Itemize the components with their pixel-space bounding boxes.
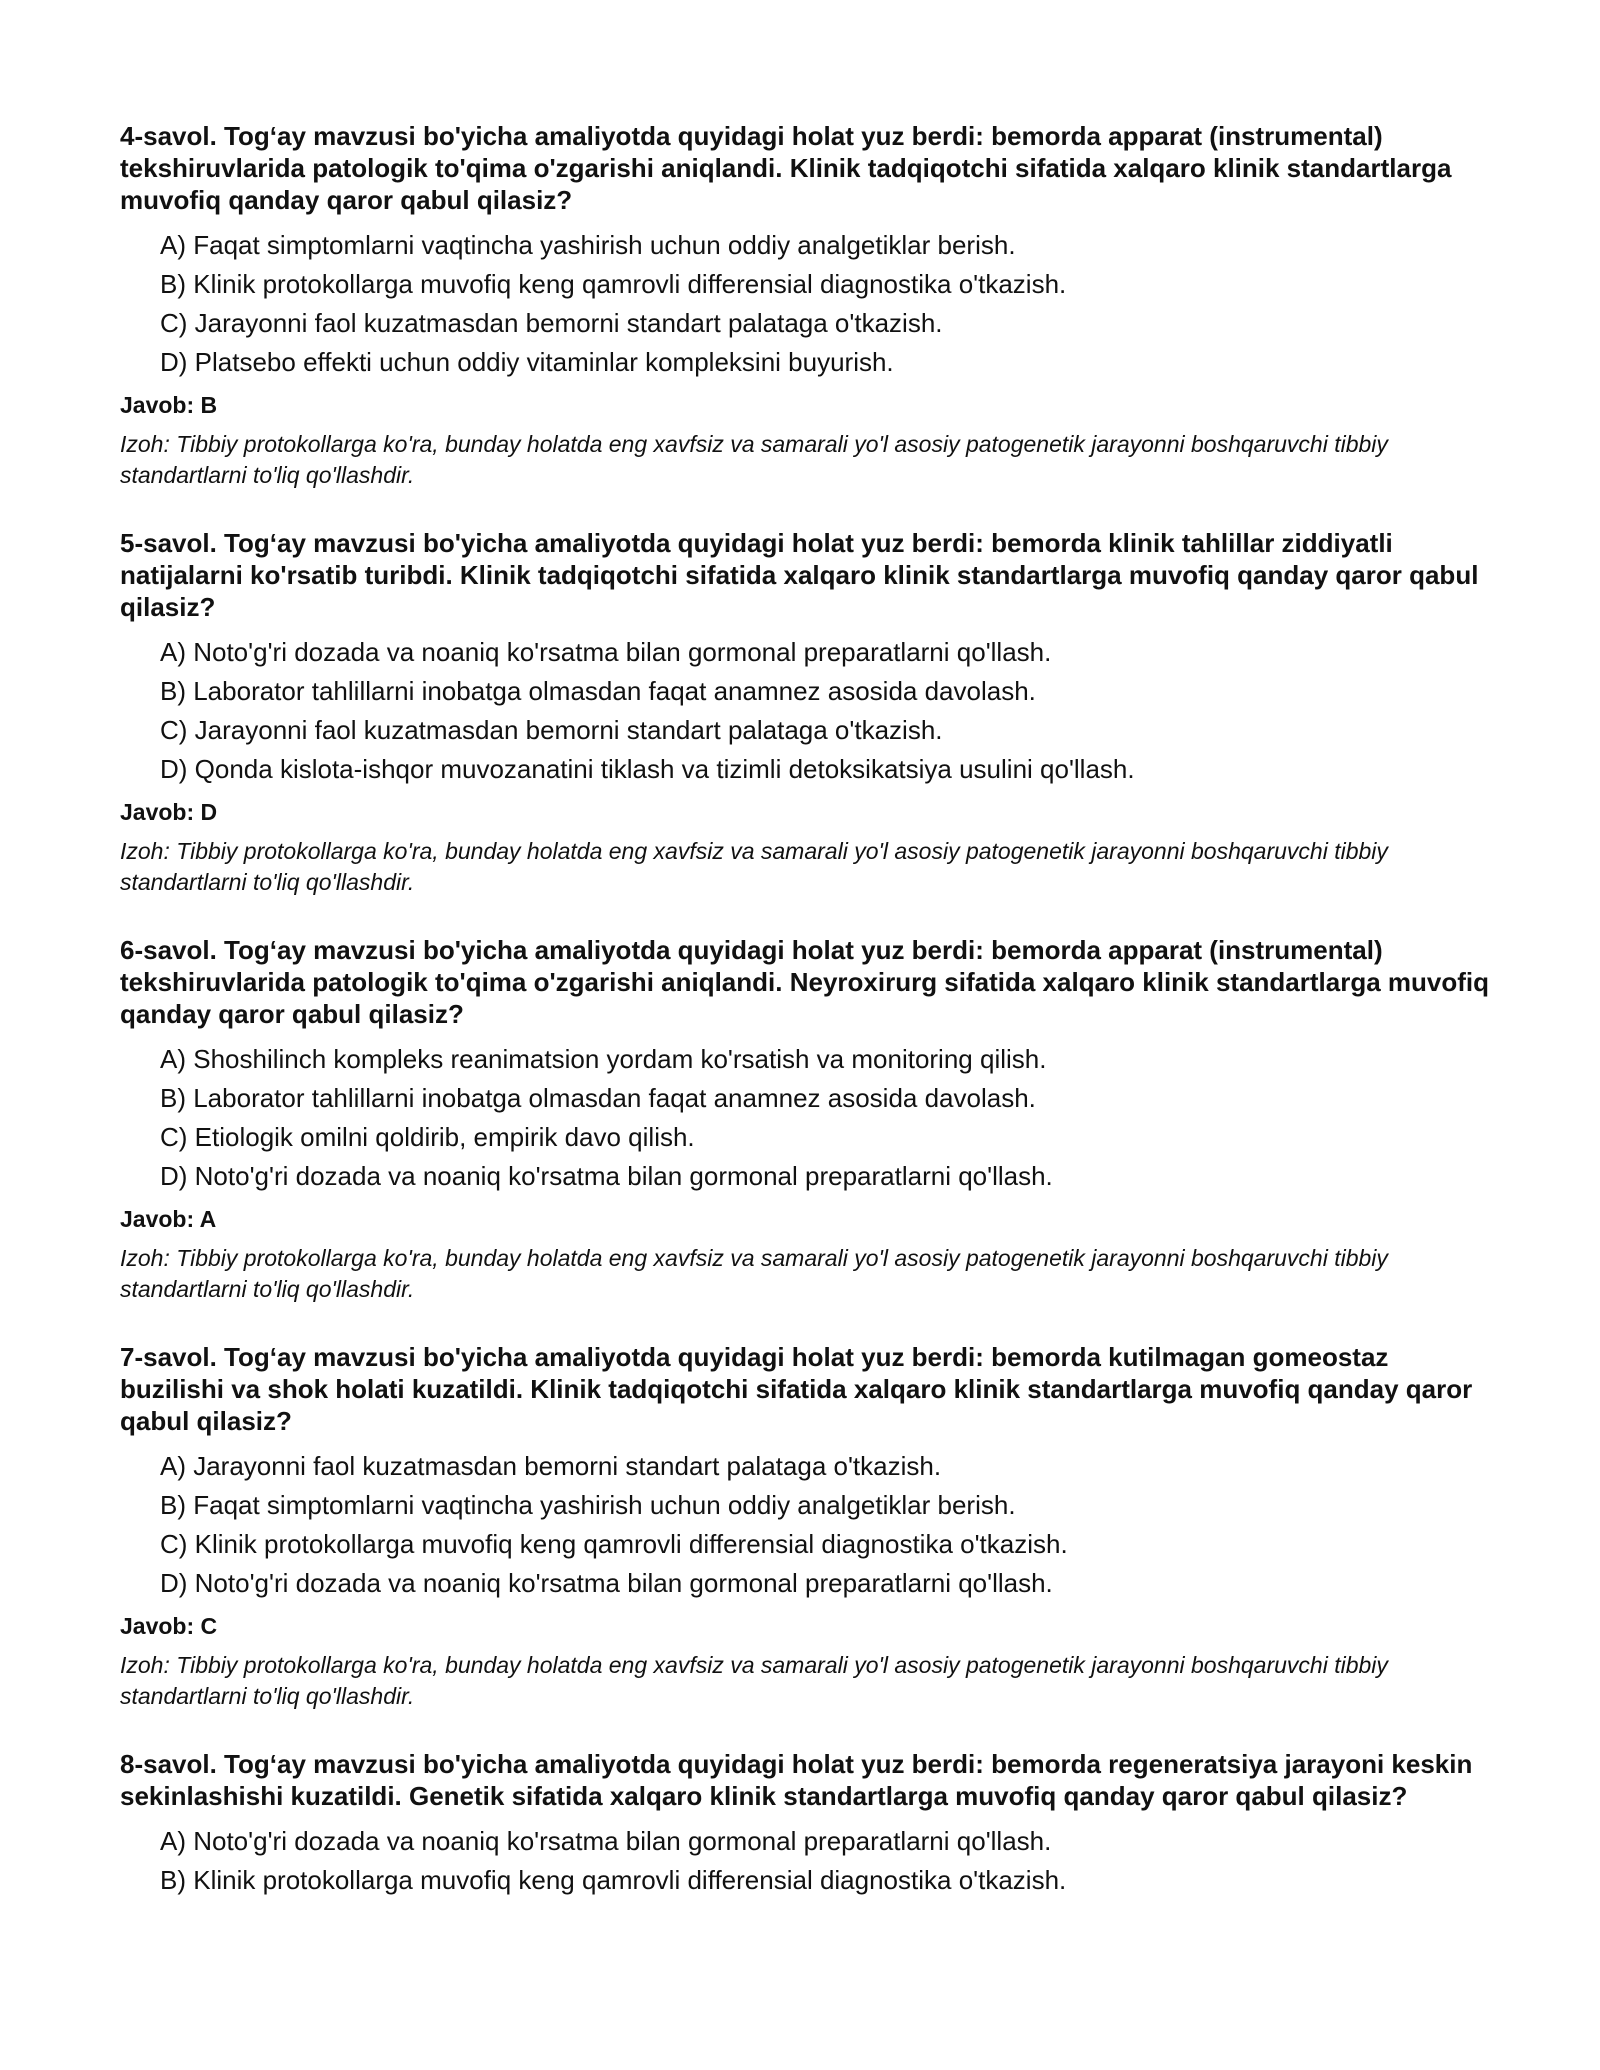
explanation-note: Izoh: Tibbiy protokollarga ko'ra, bunday holatda eng xavfsiz va samarali yo'l asosiy patogenetik jarayonni boshqaruvchi tibbiy standartlarni to'liq qo'llashdir. xyxy=(120,838,1388,895)
answer-label: Javob: A xyxy=(120,1206,217,1232)
option-c: C) Klinik protokollarga muvofiq keng qamrovli differensial diagnostika o'tkazish. xyxy=(160,1529,1068,1559)
option-d: D) Noto'g'ri dozada va noaniq ko'rsatma bilan gormonal preparatlarni qo'llash. xyxy=(160,1161,1053,1191)
question-title: 7-savol. Tog‘ay mavzusi bo'yicha amaliyotda quyidagi holat yuz berdi: bemorda kutilmagan gomeostaz buzilishi va shok holati kuzatildi. Klinik tadqiqotchi sifatida xalqaro klinik standartlarga muvofiq qanday qaror qabul qilasiz? xyxy=(120,1342,1473,1436)
options-list xyxy=(120,1826,1490,1895)
option-b: B) Laborator tahlillarni inobatga olmasdan faqat anamnez asosida davolash. xyxy=(160,1083,1036,1113)
option-d: D) Qonda kislota-ishqor muvozanatini tiklash va tizimli detoksikatsiya usulini qo'llash. xyxy=(160,754,1135,784)
question-8 xyxy=(120,1748,1490,1895)
option-a: A) Shoshilinch kompleks reanimatsion yordam ko'rsatish va monitoring qilish. xyxy=(160,1044,1047,1074)
option-a: A) Faqat simptomlarni vaqtincha yashirish uchun oddiy analgetiklar berish. xyxy=(160,230,1016,260)
answer-label: Javob: D xyxy=(120,799,218,825)
answer-label: Javob: C xyxy=(120,1613,218,1639)
question-title: 8-savol. Tog‘ay mavzusi bo'yicha amaliyotda quyidagi holat yuz berdi: bemorda regeneratsiya jarayoni keskin sekinlashishi kuzatildi. Genetik sifatida xalqaro klinik standartlarga muvofiq qanday qaror qabul qilasiz? xyxy=(120,1749,1473,1811)
options-list xyxy=(120,1044,1490,1191)
options-list xyxy=(120,637,1490,784)
options-list xyxy=(120,230,1490,377)
question-5 xyxy=(120,527,1490,898)
option-b: B) Laborator tahlillarni inobatga olmasdan faqat anamnez asosida davolash. xyxy=(160,676,1036,706)
option-c: C) Jarayonni faol kuzatmasdan bemorni standart palataga o'tkazish. xyxy=(160,715,943,745)
question-title: 4-savol. Tog‘ay mavzusi bo'yicha amaliyotda quyidagi holat yuz berdi: bemorda apparat (instrumental) tekshiruvlarida patologik to'qima o'zgarishi aniqlandi. Klinik tadqiqotchi sifatida xalqaro klinik standartlarga muvofiq qanday qaror qabul qilasiz? xyxy=(120,121,1452,215)
document-page xyxy=(120,120,1490,1931)
option-d: D) Platsebo effekti uchun oddiy vitaminlar kompleksini buyurish. xyxy=(160,347,894,377)
question-title: 5-savol. Tog‘ay mavzusi bo'yicha amaliyotda quyidagi holat yuz berdi: bemorda klinik tahlillar ziddiyatli natijalarni ko'rsatib turibdi. Klinik tadqiqotchi sifatida xalqaro klinik standartlarga muvofiq qanday qaror qabul qilasiz? xyxy=(120,528,1479,622)
option-a: A) Noto'g'ri dozada va noaniq ko'rsatma bilan gormonal preparatlarni qo'llash. xyxy=(160,637,1052,667)
option-c: C) Etiologik omilni qoldirib, empirik davo qilish. xyxy=(160,1122,695,1152)
explanation-note: Izoh: Tibbiy protokollarga ko'ra, bunday holatda eng xavfsiz va samarali yo'l asosiy patogenetik jarayonni boshqaruvchi tibbiy standartlarni to'liq qo'llashdir. xyxy=(120,1245,1388,1302)
question-7 xyxy=(120,1341,1490,1712)
option-b: B) Klinik protokollarga muvofiq keng qamrovli differensial diagnostika o'tkazish. xyxy=(160,269,1067,299)
option-a: A) Noto'g'ri dozada va noaniq ko'rsatma bilan gormonal preparatlarni qo'llash. xyxy=(160,1826,1052,1856)
answer-label: Javob: B xyxy=(120,392,218,418)
option-b: B) Klinik protokollarga muvofiq keng qamrovli differensial diagnostika o'tkazish. xyxy=(160,1865,1067,1895)
question-4 xyxy=(120,120,1490,491)
option-c: C) Jarayonni faol kuzatmasdan bemorni standart palataga o'tkazish. xyxy=(160,308,943,338)
options-list xyxy=(120,1451,1490,1598)
option-d: D) Noto'g'ri dozada va noaniq ko'rsatma bilan gormonal preparatlarni qo'llash. xyxy=(160,1568,1053,1598)
question-6 xyxy=(120,934,1490,1305)
question-title: 6-savol. Tog‘ay mavzusi bo'yicha amaliyotda quyidagi holat yuz berdi: bemorda apparat (instrumental) tekshiruvlarida patologik to'qima o'zgarishi aniqlandi. Neyroxirurg sifatida xalqaro klinik standartlarga muvofiq qanday qaror qabul qilasiz? xyxy=(120,935,1490,1029)
option-b: B) Faqat simptomlarni vaqtincha yashirish uchun oddiy analgetiklar berish. xyxy=(160,1490,1016,1520)
explanation-note: Izoh: Tibbiy protokollarga ko'ra, bunday holatda eng xavfsiz va samarali yo'l asosiy patogenetik jarayonni boshqaruvchi tibbiy standartlarni to'liq qo'llashdir. xyxy=(120,431,1388,488)
explanation-note: Izoh: Tibbiy protokollarga ko'ra, bunday holatda eng xavfsiz va samarali yo'l asosiy patogenetik jarayonni boshqaruvchi tibbiy standartlarni to'liq qo'llashdir. xyxy=(120,1652,1388,1709)
option-a: A) Jarayonni faol kuzatmasdan bemorni standart palataga o'tkazish. xyxy=(160,1451,942,1481)
